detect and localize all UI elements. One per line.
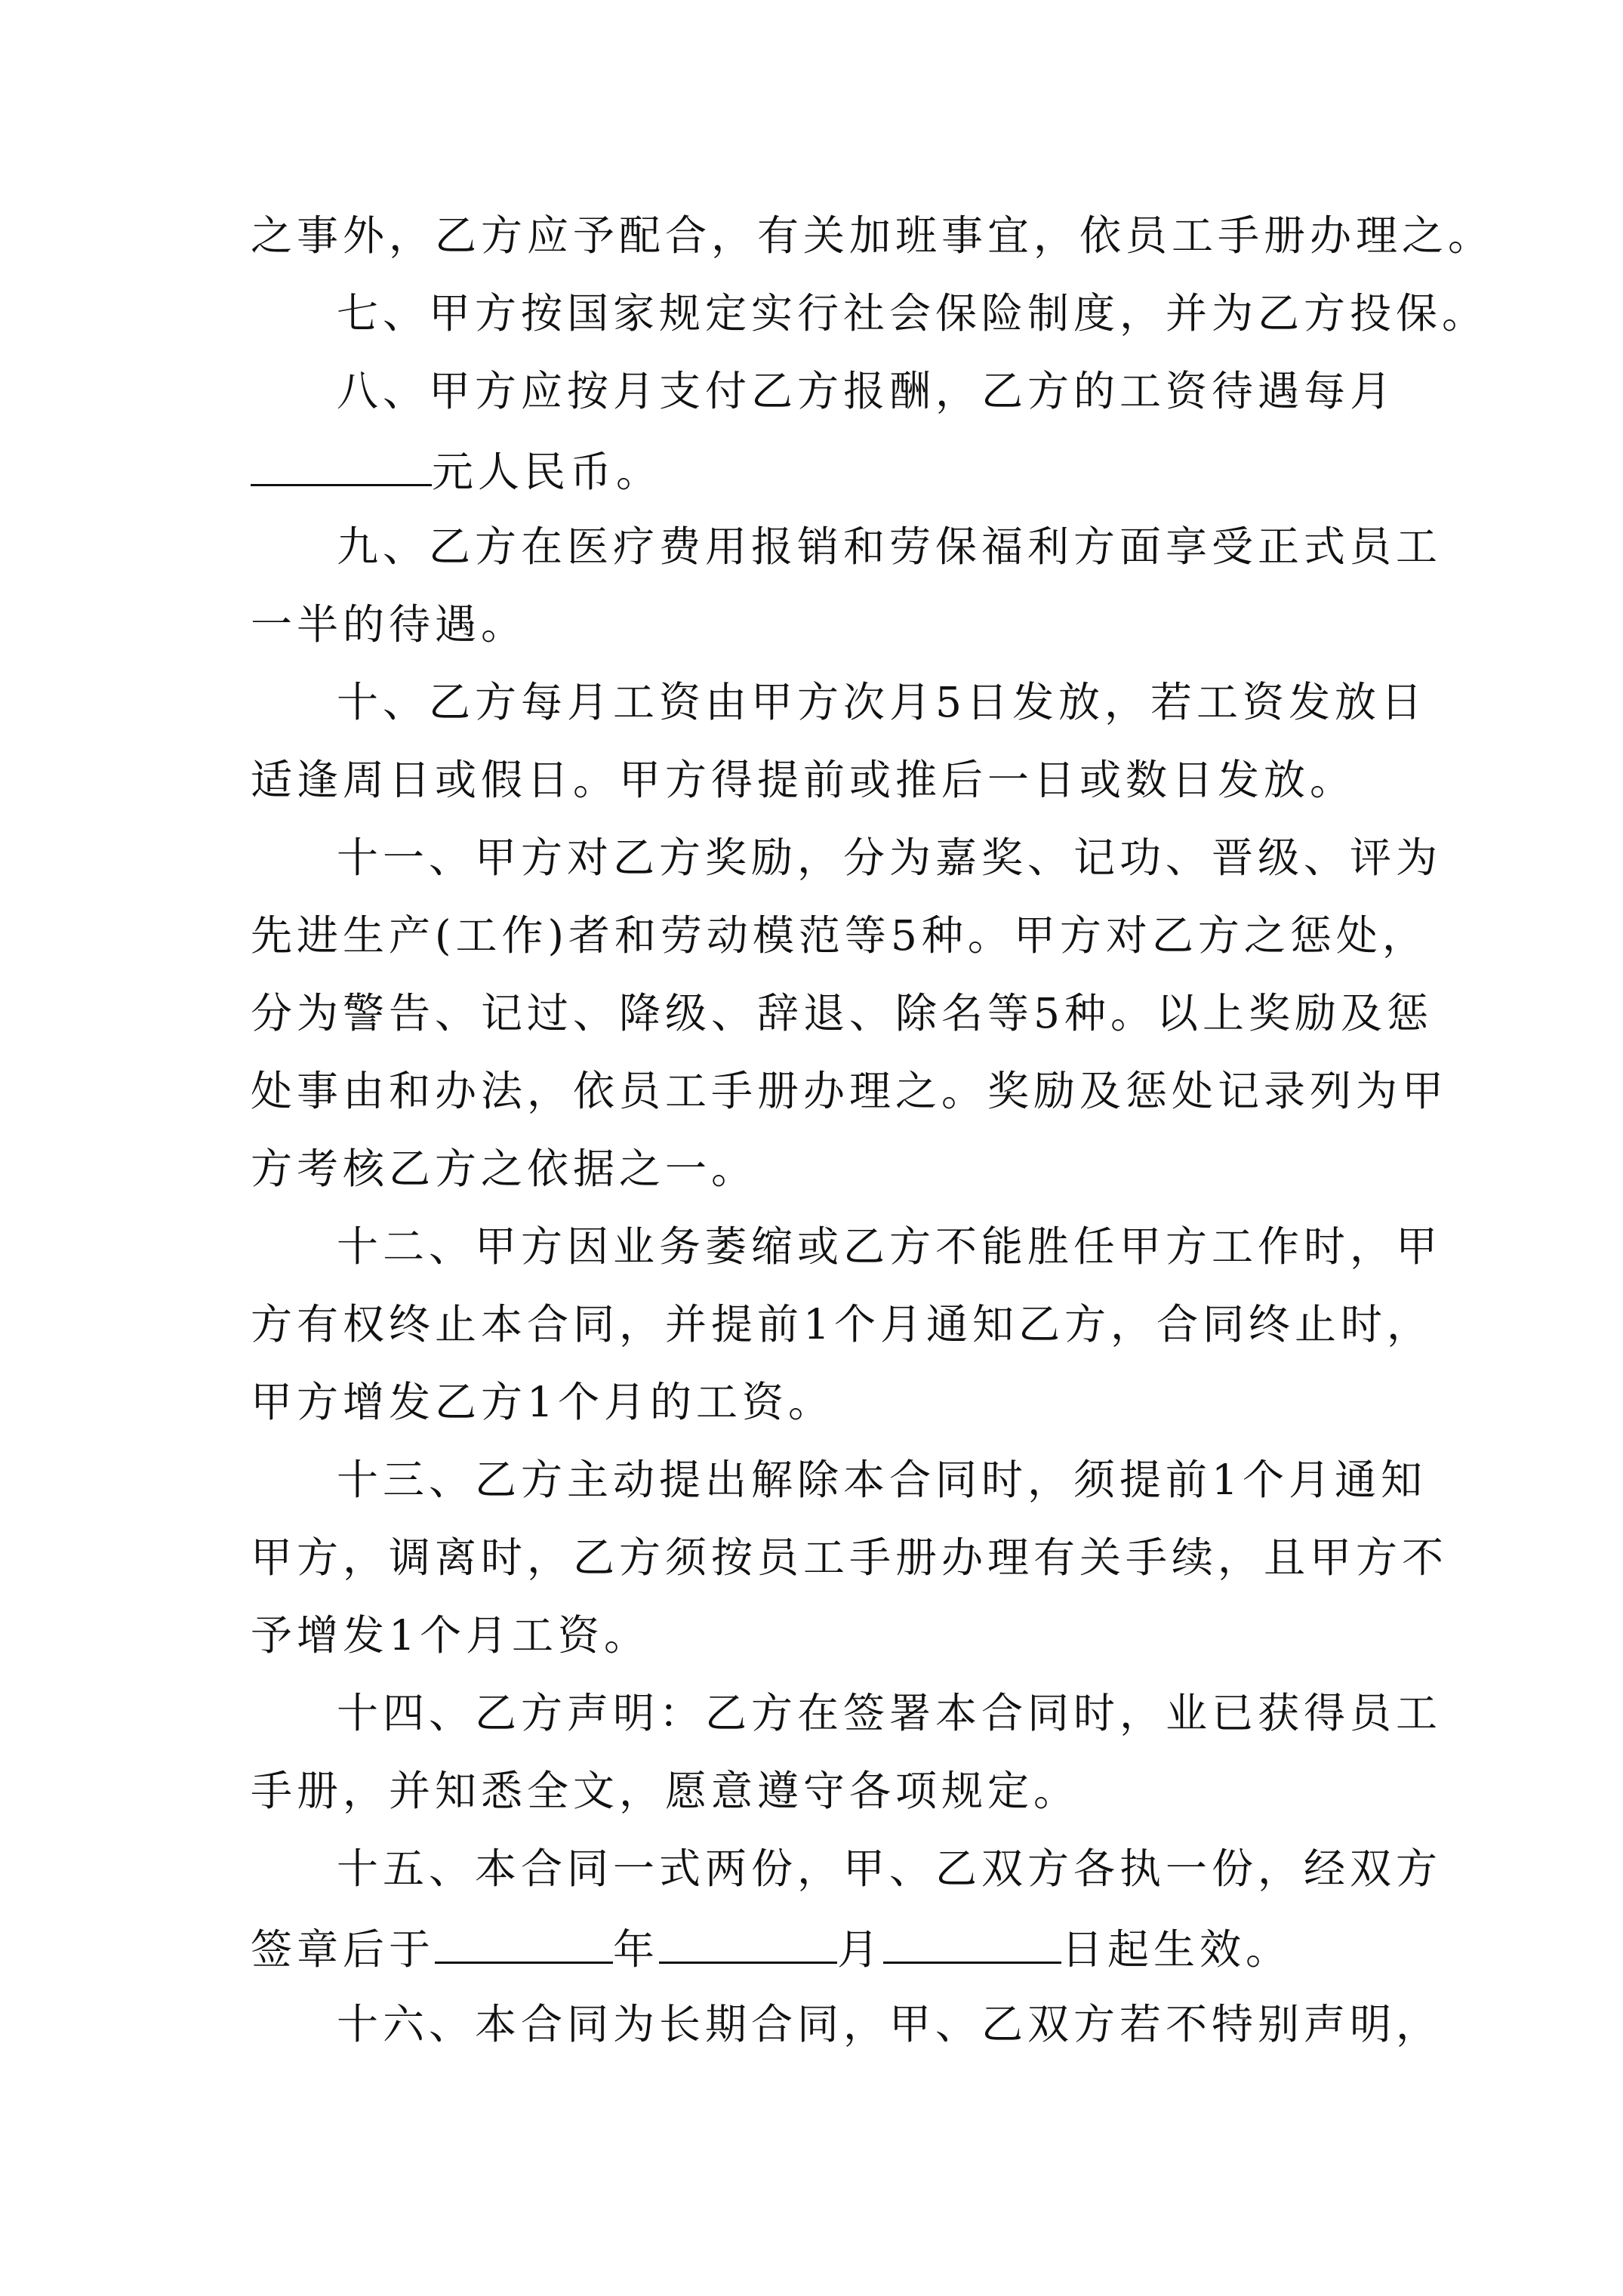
year-label: 年 bbox=[613, 1925, 660, 1974]
day-blank bbox=[883, 1924, 1061, 1964]
text-line: 之事外，乙方应予配合，有关加班事宜，依员工手册办理之。 bbox=[251, 211, 1495, 260]
clause-13-line-3: 予增发1个月工资。 bbox=[251, 1611, 650, 1660]
clause-7: 七、甲方按国家规定实行社会保险制度，并为乙方投保。 bbox=[337, 289, 1489, 337]
clause-11-line-5: 方考核乙方之依据之一。 bbox=[251, 1145, 758, 1193]
clause-10-line-2: 适逢周日或假日。甲方得提前或推后一日或数日发放。 bbox=[251, 756, 1357, 804]
clause-10-line-1: 十、乙方每月工资由甲方次月5日发放，若工资发放日 bbox=[337, 678, 1427, 726]
clause-12-line-3: 甲方增发乙方1个月的工资。 bbox=[251, 1378, 834, 1426]
year-blank bbox=[435, 1924, 613, 1964]
clause-14-line-2: 手册，并知悉全文，愿意遵守各项规定。 bbox=[251, 1767, 1080, 1815]
effective-prefix: 签章后于 bbox=[251, 1925, 436, 1974]
clause-15-line-1: 十五、本合同一式两份，甲、乙双方各执一份，经双方 bbox=[337, 1845, 1443, 1893]
clause-11-line-4: 处事由和办法，依员工手册办理之。奖励及惩处记录列为甲 bbox=[251, 1067, 1449, 1115]
month-blank bbox=[659, 1924, 837, 1964]
clause-11-line-1: 十一、甲方对乙方奖励，分为嘉奖、记功、晋级、评为 bbox=[337, 834, 1443, 882]
day-label: 日起生效。 bbox=[1061, 1925, 1292, 1974]
contract-text bbox=[251, 211, 1495, 2048]
clause-13-line-2: 甲方，调离时，乙方须按员工手册办理有关手续，且甲方不 bbox=[251, 1533, 1449, 1582]
clause-8-line-1: 八、甲方应按月支付乙方报酬，乙方的工资待遇每月 bbox=[337, 367, 1397, 415]
clause-14-line-1: 十四、乙方声明：乙方在签署本合同时，业已获得员工 bbox=[337, 1689, 1443, 1737]
clause-12-line-2: 方有权终止本合同，并提前1个月通知乙方，合同终止时， bbox=[251, 1300, 1433, 1348]
clause-11-line-2: 先进生产(工作)者和劳动模范等5种。甲方对乙方之惩处， bbox=[251, 911, 1428, 960]
month-label: 月 bbox=[837, 1925, 884, 1974]
clause-11-line-3: 分为警告、记过、降级、辞退、除名等5种。以上奖励及惩 bbox=[251, 989, 1433, 1037]
clause-9-line-2: 一半的待遇。 bbox=[251, 600, 528, 649]
salary-unit: 元人民币。 bbox=[432, 448, 663, 496]
clause-9-line-1: 九、乙方在医疗费用报销和劳保福利方面享受正式员工 bbox=[337, 522, 1443, 571]
clause-16-line-1: 十六、本合同为长期合同，甲、乙双方若不特别声明， bbox=[337, 2000, 1443, 2048]
clause-13-line-1: 十三、乙方主动提出解除本合同时，须提前1个月通知 bbox=[337, 1456, 1427, 1504]
clause-15-line-2 bbox=[251, 1924, 1390, 1974]
clause-12-line-1: 十二、甲方因业务萎缩或乙方不能胜任甲方工作时，甲 bbox=[337, 1222, 1443, 1271]
salary-blank bbox=[251, 446, 432, 486]
clause-8-line-2 bbox=[251, 446, 1390, 496]
